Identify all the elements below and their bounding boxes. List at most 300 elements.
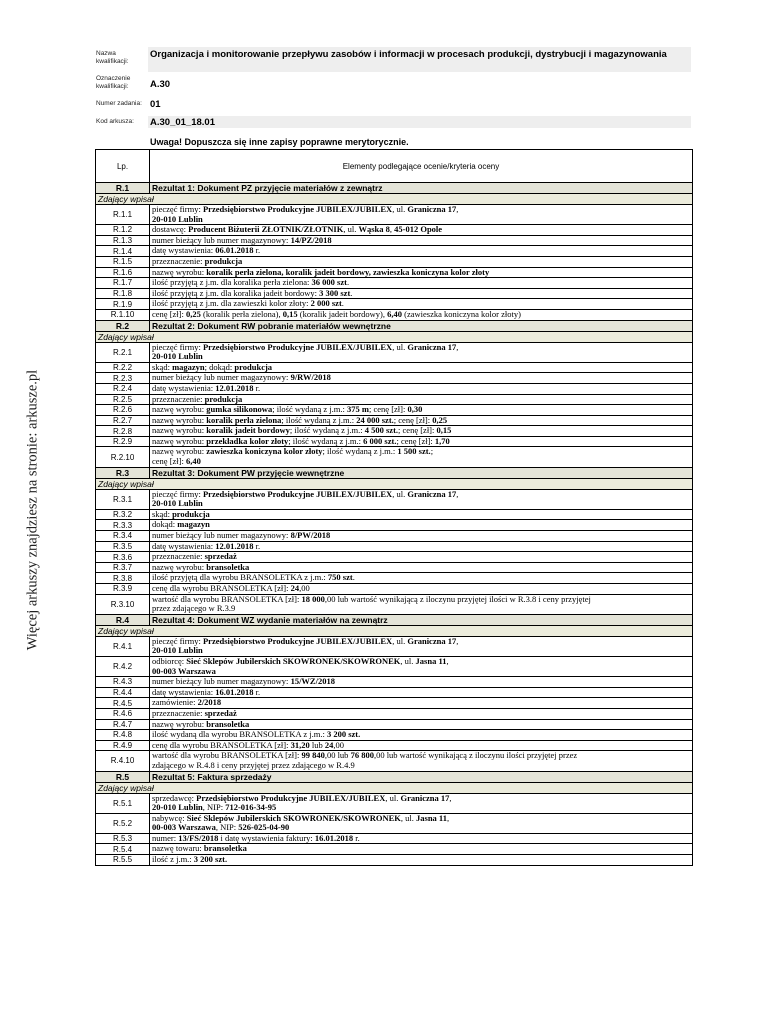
criterion-text: ; cenę [zł]: <box>398 425 437 436</box>
criterion-value: 4 500 szt. <box>364 425 399 436</box>
criterion-value: 0,25 <box>185 308 201 319</box>
criterion-cell <box>150 373 693 384</box>
criterion-id: R.1.6 <box>96 267 150 278</box>
criterion-id: R.2.1 <box>96 342 150 362</box>
criterion-id: R.4.2 <box>96 656 150 676</box>
criterion-text: cenę [zł]: <box>152 456 186 467</box>
criterion-id: R.5.5 <box>96 855 150 866</box>
criterion-value: Sieć Sklepów Jubilerskich SKOWRONEK/SKOWRONEK <box>186 812 401 823</box>
sheet-code-value: A.30_01_18.01 <box>150 117 215 128</box>
table-row <box>96 813 693 833</box>
criterion-value: koralik jadeit bordowy <box>206 425 290 436</box>
criterion-id: R.2.2 <box>96 362 150 373</box>
criterion-value: przekładka kolor złoty <box>206 435 289 446</box>
criterion-id: R.1.9 <box>96 299 150 310</box>
criterion-text: ,00 <box>299 583 310 593</box>
criterion-cell <box>150 708 693 719</box>
qualification-name-value: Organizacja i monitorowanie przepływu zasobów i informacji w procesach produkcji, dystrybucji i magazynowania <box>150 49 667 60</box>
criterion-value: 76 800 <box>350 750 374 761</box>
table-row <box>96 373 693 384</box>
table-row <box>96 833 693 844</box>
criterion-cell <box>150 299 693 310</box>
criterion-text: , <box>456 341 459 352</box>
criterion-value: 3 300 szt <box>319 287 351 298</box>
table-row <box>96 256 693 267</box>
result-id: R.1 <box>96 183 150 194</box>
criterion-value: 15/WZ/2018 <box>290 676 335 687</box>
criterion-text: dokąd: <box>152 519 178 530</box>
criteria-table <box>95 149 693 866</box>
criterion-value: 8/PW/2018 <box>290 530 331 541</box>
criterion-value: 20-010 Lublin <box>152 351 203 362</box>
criterion-value: magazyn <box>172 361 205 372</box>
criterion-value: 00-003 Warszawa <box>152 822 216 833</box>
qualification-code-value: A.30 <box>150 79 171 90</box>
zdajacy-label: Zdający wpisał <box>96 194 693 205</box>
criterion-text: wartość dla wyrobu BRANSOLETKA [zł]: <box>152 750 302 761</box>
criterion-value: produkcja <box>172 508 210 519</box>
criterion-text: pieczęć firmy: <box>152 204 203 214</box>
table-header-row <box>96 150 693 183</box>
result-id: R.3 <box>96 467 150 478</box>
criterion-cell <box>150 436 693 447</box>
table-row <box>96 708 693 719</box>
criterion-cell <box>150 531 693 542</box>
criterion-value: Przedsiębiorstwo Produkcyjne JUBILEX/JUBILEX <box>202 204 393 214</box>
criterion-text: ; ilość wydaną z j.m.: <box>288 435 364 446</box>
criterion-value: Graniczna 17 <box>407 204 457 214</box>
table-row <box>96 594 693 614</box>
table-row <box>96 520 693 531</box>
criterion-cell <box>150 813 693 833</box>
criterion-text: nazwę towaru: <box>152 843 204 854</box>
table-row <box>96 687 693 698</box>
criterion-value: bransoletka <box>206 561 250 572</box>
table-row <box>96 656 693 676</box>
criterion-value: 6 000 szt. <box>363 435 397 446</box>
criterion-value: 20-010 Lublin <box>152 213 203 224</box>
criterion-text: nabywcę: <box>152 812 187 823</box>
criterion-id: R.1.3 <box>96 235 150 246</box>
criterion-cell <box>150 309 693 320</box>
criterion-cell <box>150 267 693 278</box>
criterion-id: R.3.10 <box>96 594 150 614</box>
criterion-text: ilość przyjętą z j.m. dla koralika perła zielona: <box>152 277 312 288</box>
criterion-id: R.1.7 <box>96 278 150 289</box>
table-row <box>96 235 693 246</box>
criterion-text: pieczęć firmy: <box>152 341 203 352</box>
column-header-lp: Lp. <box>96 150 150 183</box>
criterion-text: numer bieżący lub numer magazynowy: <box>152 234 291 245</box>
criterion-cell <box>150 562 693 573</box>
table-row <box>96 225 693 236</box>
criterion-value: 3 200 szt. <box>193 854 228 865</box>
task-number-value: 01 <box>150 99 161 110</box>
criterion-id: R.4.1 <box>96 636 150 656</box>
result-row <box>96 467 693 478</box>
criterion-cell <box>150 740 693 751</box>
criterion-text: , NIP: <box>215 822 239 833</box>
criterion-id: R.2.3 <box>96 373 150 384</box>
criterion-text: . <box>341 298 344 309</box>
criterion-text: ; cenę [zł]: <box>369 404 408 415</box>
criterion-value: 31,20 <box>290 739 310 750</box>
criterion-id: R.5.1 <box>96 793 150 813</box>
criterion-text: skąd: <box>152 361 173 372</box>
criterion-value: Wąska 8 <box>358 224 390 235</box>
criterion-id: R.5.2 <box>96 813 150 833</box>
criterion-id: R.4.10 <box>96 751 150 771</box>
criterion-cell <box>150 520 693 531</box>
criterion-id: R.2.7 <box>96 415 150 426</box>
zdajacy-label: Zdający wpisał <box>96 478 693 489</box>
criterion-id: R.4.5 <box>96 698 150 709</box>
criterion-text: nazwę wyrobu: <box>152 446 207 457</box>
table-row <box>96 562 693 573</box>
criterion-id: R.1.4 <box>96 246 150 257</box>
criterion-text: przeznaczenie: <box>152 707 205 718</box>
table-row <box>96 541 693 552</box>
criterion-text: nazwę wyrobu: <box>152 404 207 415</box>
criterion-text: ; ilość wydaną z j.m.: <box>289 425 365 436</box>
criterion-text: przeznaczenie: <box>152 551 205 562</box>
criterion-id: R.1.5 <box>96 256 150 267</box>
criterion-value: Graniczna 17 <box>407 488 457 499</box>
criterion-value: 0,30 <box>407 404 423 415</box>
criterion-id: R.4.7 <box>96 719 150 730</box>
side-watermark-text: Więcej arkuszy znajdziesz na stronie: arkusze.pl <box>24 369 41 651</box>
criterion-value: 18 000 <box>301 593 325 604</box>
criterion-cell <box>150 584 693 595</box>
zdajacy-row <box>96 194 693 205</box>
criterion-value: 2/2018 <box>197 697 222 708</box>
criterion-text: cenę [zł]: <box>152 308 186 319</box>
criterion-cell <box>150 677 693 688</box>
criterion-cell <box>150 656 693 676</box>
criterion-text: pieczęć firmy: <box>152 635 203 646</box>
criterion-value: zawieszka koniczyna kolor złoty <box>206 446 323 457</box>
criterion-value: 0,25 <box>432 414 448 425</box>
result-id: R.5 <box>96 771 150 782</box>
criterion-text: ,00 lub <box>324 750 351 761</box>
criterion-value: 0,15 <box>436 425 452 436</box>
criterion-text: , ul. <box>392 488 408 499</box>
result-row <box>96 183 693 194</box>
criterion-cell <box>150 751 693 771</box>
criterion-cell <box>150 594 693 614</box>
criterion-value: Graniczna 17 <box>407 635 457 646</box>
zdajacy-row <box>96 782 693 793</box>
criterion-text: pieczęć firmy: <box>152 488 203 499</box>
table-row <box>96 573 693 584</box>
criterion-cell <box>150 698 693 709</box>
criterion-value: 06.01.2018 <box>215 245 254 256</box>
criterion-value: magazyn <box>177 519 210 530</box>
criterion-text: , <box>456 204 459 214</box>
criterion-text: ; cenę [zł]: <box>393 414 433 425</box>
criterion-text: , ul. <box>392 204 408 214</box>
table-row <box>96 844 693 855</box>
criterion-cell <box>150 342 693 362</box>
criterion-value: 12.01.2018 <box>215 540 254 551</box>
criterion-text: ilość z j.m.: <box>152 854 194 865</box>
criterion-value: sprzedaż <box>204 707 237 718</box>
criterion-cell <box>150 447 693 467</box>
criterion-cell <box>150 394 693 405</box>
criterion-text: ; ilość wydaną z j.m.: <box>272 404 348 415</box>
criterion-value: Jasna 11 <box>416 812 447 823</box>
criterion-text: numer: <box>152 832 179 843</box>
criterion-text: ,00 <box>333 739 344 750</box>
criterion-text: nazwę wyrobu: <box>152 561 207 572</box>
table-row <box>96 288 693 299</box>
criterion-id: R.3.5 <box>96 541 150 552</box>
criterion-cell <box>150 278 693 289</box>
table-row <box>96 299 693 310</box>
criterion-id: R.3.2 <box>96 509 150 520</box>
criterion-cell <box>150 509 693 520</box>
criterion-cell <box>150 246 693 257</box>
criterion-id: R.1.1 <box>96 205 150 225</box>
result-title: Rezultat 4: Dokument WZ wydanie materiałów na zewnątrz <box>150 614 693 625</box>
criterion-text: , <box>389 224 395 235</box>
table-row <box>96 426 693 437</box>
criterion-cell <box>150 844 693 855</box>
table-row <box>96 552 693 563</box>
table-row <box>96 677 693 688</box>
criterion-text: cenę dla wyrobu BRANSOLETKA [zł]: <box>152 583 291 593</box>
table-row <box>96 740 693 751</box>
table-row <box>96 730 693 741</box>
criterion-text: r. <box>253 540 261 551</box>
criterion-value: produkcja <box>204 393 243 404</box>
criterion-text: , <box>449 792 452 803</box>
criterion-value: 16.01.2018 <box>314 832 354 843</box>
task-number-label: Numer zadania: <box>96 100 142 107</box>
criterion-text: ; ilość wydaną z j.m.: <box>322 446 398 457</box>
table-row <box>96 278 693 289</box>
table-row <box>96 584 693 595</box>
criterion-value: 526-025-04-90 <box>238 822 290 833</box>
criterion-cell <box>150 426 693 437</box>
criterion-value: Przedsiębiorstwo Produkcyjne JUBILEX/JUBILEX <box>202 488 393 499</box>
criterion-value: koralik perła zielona <box>206 414 282 425</box>
table-row <box>96 855 693 866</box>
criterion-id: R.4.6 <box>96 708 150 719</box>
criterion-id: R.3.3 <box>96 520 150 531</box>
table-row <box>96 793 693 813</box>
criterion-text: . <box>350 287 353 298</box>
criterion-text: . <box>346 277 350 288</box>
criterion-value: 750 szt <box>327 572 353 583</box>
criterion-text: i datę wystawienia faktury: <box>218 832 315 843</box>
criterion-cell <box>150 225 693 236</box>
criterion-text: , ul. <box>385 792 401 803</box>
criterion-id: R.2.5 <box>96 394 150 405</box>
criterion-text: skąd: <box>152 508 173 519</box>
criterion-value: Jasna 11 <box>415 655 447 666</box>
criterion-value: Przedsiębiorstwo Produkcyjne JUBILEX/JUBILEX <box>202 341 393 352</box>
criterion-text: , ul. <box>400 655 416 666</box>
criterion-id: R.3.8 <box>96 573 150 584</box>
criterion-text: datę wystawienia: <box>152 382 216 393</box>
criterion-text: , ul. <box>392 635 408 646</box>
qualification-code-label: Oznaczenie kwalifikacji: <box>96 75 131 90</box>
criterion-value: Przedsiębiorstwo Produkcyjne JUBILEX/JUBILEX <box>202 635 393 646</box>
criterion-value: 20-010 Lublin <box>152 645 203 656</box>
criterion-value: Przedsiębiorstwo Produkcyjne JUBILEX/JUBILEX <box>196 792 386 803</box>
criterion-cell <box>150 405 693 416</box>
sheet-code-band <box>148 116 691 128</box>
criterion-value: 1,70 <box>434 435 450 446</box>
zdajacy-row <box>96 331 693 342</box>
criterion-cell <box>150 719 693 730</box>
criterion-cell <box>150 383 693 394</box>
zdajacy-row <box>96 478 693 489</box>
table-row <box>96 415 693 426</box>
criterion-text: ilość przyjętą z j.m. dla koralika jadeit bordowy: <box>152 287 320 298</box>
criterion-text: przeznaczenie: <box>152 255 205 266</box>
criterion-text: nazwę wyrobu: <box>152 266 207 277</box>
criterion-text: , <box>456 488 459 499</box>
criterion-value: 24 <box>290 583 300 593</box>
criterion-text: ilość wydaną dla wyrobu BRANSOLETKA z j.m.: <box>152 729 327 740</box>
zdajacy-label: Zdający wpisał <box>96 625 693 636</box>
criterion-value: 6,40 <box>185 456 201 467</box>
criterion-value: 24 000 szt. <box>356 414 394 425</box>
criterion-text: zdającego w R.4.8 i ceny przyjętej przez zdającego w R.4.9 <box>152 759 355 770</box>
criterion-cell <box>150 552 693 563</box>
criterion-value: 6,40 <box>387 308 402 319</box>
table-row <box>96 698 693 709</box>
criterion-id: R.2.9 <box>96 436 150 447</box>
table-row <box>96 309 693 320</box>
criterion-id: R.1.2 <box>96 225 150 236</box>
criterion-text: nazwę wyrobu: <box>152 718 207 729</box>
result-title: Rezultat 1: Dokument PZ przyjęcie materiałów z zewnątrz <box>150 183 693 194</box>
criterion-text: ilość przyjętą dla wyrobu BRANSOLETKA z j.m.: <box>152 572 328 583</box>
criterion-text: ,00 lub wartość wynikającą z iloczynu przyjętej ilości w R.3.8 i ceny przyjętej <box>324 593 591 604</box>
result-row <box>96 771 693 782</box>
criterion-value: 375 m <box>347 404 370 415</box>
criterion-cell <box>150 793 693 813</box>
criterion-text: odbiorcę: <box>152 655 187 666</box>
result-row <box>96 320 693 331</box>
criterion-text: r. <box>253 686 261 697</box>
result-id: R.4 <box>96 614 150 625</box>
criterion-text: cenę dla wyrobu BRANSOLETKA [zł]: <box>152 739 291 750</box>
criterion-id: R.3.7 <box>96 562 150 573</box>
table-row <box>96 489 693 509</box>
criterion-value: 9/RW/2018 <box>290 372 331 383</box>
criterion-value: 99 840 <box>301 750 325 761</box>
result-title: Rezultat 2: Dokument RW pobranie materiałów wewnętrzne <box>150 320 693 331</box>
result-id: R.2 <box>96 320 150 331</box>
criterion-text: numer bieżący lub numer magazynowy: <box>152 372 291 383</box>
column-header-elements: Elementy podlegające ocenie/kryteria oceny <box>150 150 693 183</box>
criterion-id: R.3.1 <box>96 489 150 509</box>
table-row <box>96 342 693 362</box>
criterion-value: 45-012 Opole <box>394 224 443 235</box>
criterion-value: 12.01.2018 <box>215 382 254 393</box>
zdajacy-label: Zdający wpisał <box>96 331 693 342</box>
criterion-id: R.1.10 <box>96 309 150 320</box>
criterion-id: R.3.9 <box>96 584 150 595</box>
criterion-value: 20-010 Lublin <box>152 498 203 509</box>
criterion-text: , ul. <box>343 224 359 235</box>
criterion-text: przeznaczenie: <box>152 393 205 404</box>
criterion-text: dostawcę: <box>152 224 189 235</box>
zdajacy-row <box>96 625 693 636</box>
criterion-value: produkcja <box>204 255 243 266</box>
table-row <box>96 394 693 405</box>
criterion-value: Sieć Sklepów Jubilerskich SKOWRONEK/SKOWRONEK <box>186 655 401 666</box>
note-text: Uwaga! Dopuszcza się inne zapisy poprawne merytorycznie. <box>150 137 409 147</box>
zdajacy-label: Zdający wpisał <box>96 782 693 793</box>
criterion-value: 0,15 <box>282 308 298 319</box>
criterion-id: R.3.6 <box>96 552 150 563</box>
criterion-id: R.3.4 <box>96 531 150 542</box>
criterion-text: r. <box>353 832 360 843</box>
criterion-text: sprzedawcę: <box>152 792 197 803</box>
criterion-id: R.4.8 <box>96 730 150 741</box>
criterion-value: bransoletka <box>206 718 250 729</box>
criterion-text: , <box>446 655 449 666</box>
criterion-text: zamówienie: <box>152 697 198 708</box>
criterion-value: 13/FS/2018 <box>178 832 219 843</box>
qualification-name-label: Nazwa kwalifikacji: <box>96 50 129 65</box>
table-row <box>96 267 693 278</box>
criterion-value: 00-003 Warszawa <box>152 665 216 676</box>
criterion-value: 712-016-34-95 <box>225 802 277 813</box>
criterion-value: 14/PZ/2018 <box>290 234 332 245</box>
criterion-value: gumka silikonowa <box>206 404 273 415</box>
criterion-text: , ul. <box>400 812 417 823</box>
criterion-value: koralik perła zielona, koralik jadeit bordowy, zawieszka koniczyna kolor złoty <box>206 266 490 277</box>
criterion-value: 3 200 szt. <box>326 729 361 740</box>
criterion-cell <box>150 205 693 225</box>
criterion-text: , NIP: <box>202 802 226 813</box>
table-row <box>96 405 693 416</box>
criterion-cell <box>150 855 693 866</box>
criterion-id: R.1.8 <box>96 288 150 299</box>
criterion-text: numer bieżący lub numer magazynowy: <box>152 530 291 541</box>
criterion-value: bransoletka <box>203 843 247 854</box>
criterion-cell <box>150 636 693 656</box>
criterion-text: (zawieszka koniczyna kolor złoty) <box>401 308 521 319</box>
result-title: Rezultat 3: Dokument PW przyjęcie wewnętrzne <box>150 467 693 478</box>
table-row <box>96 509 693 520</box>
table-row <box>96 246 693 257</box>
criterion-text: ,00 lub wartość wynikającą z iloczynu ilości przyjętej przez <box>373 750 578 761</box>
table-row <box>96 751 693 771</box>
criterion-id: R.2.4 <box>96 383 150 394</box>
criterion-id: R.4.9 <box>96 740 150 751</box>
criterion-text: ; cenę [zł]: <box>396 435 435 446</box>
criterion-text: . <box>352 572 355 583</box>
criterion-cell <box>150 541 693 552</box>
criterion-value: 24 <box>324 739 334 750</box>
criterion-text: lub <box>309 739 325 750</box>
criterion-text: (koralik perła zielona), <box>200 308 283 319</box>
criterion-value: Producent Biżuterii ZŁOTNIK/ZŁOTNIK <box>188 224 344 235</box>
criterion-id: R.4.3 <box>96 677 150 688</box>
table-row <box>96 205 693 225</box>
criterion-text: ; <box>430 446 434 457</box>
criterion-text: wartość dla wyrobu BRANSOLETKA [zł]: <box>152 593 302 604</box>
criterion-text: r. <box>253 382 261 393</box>
table-row <box>96 447 693 467</box>
